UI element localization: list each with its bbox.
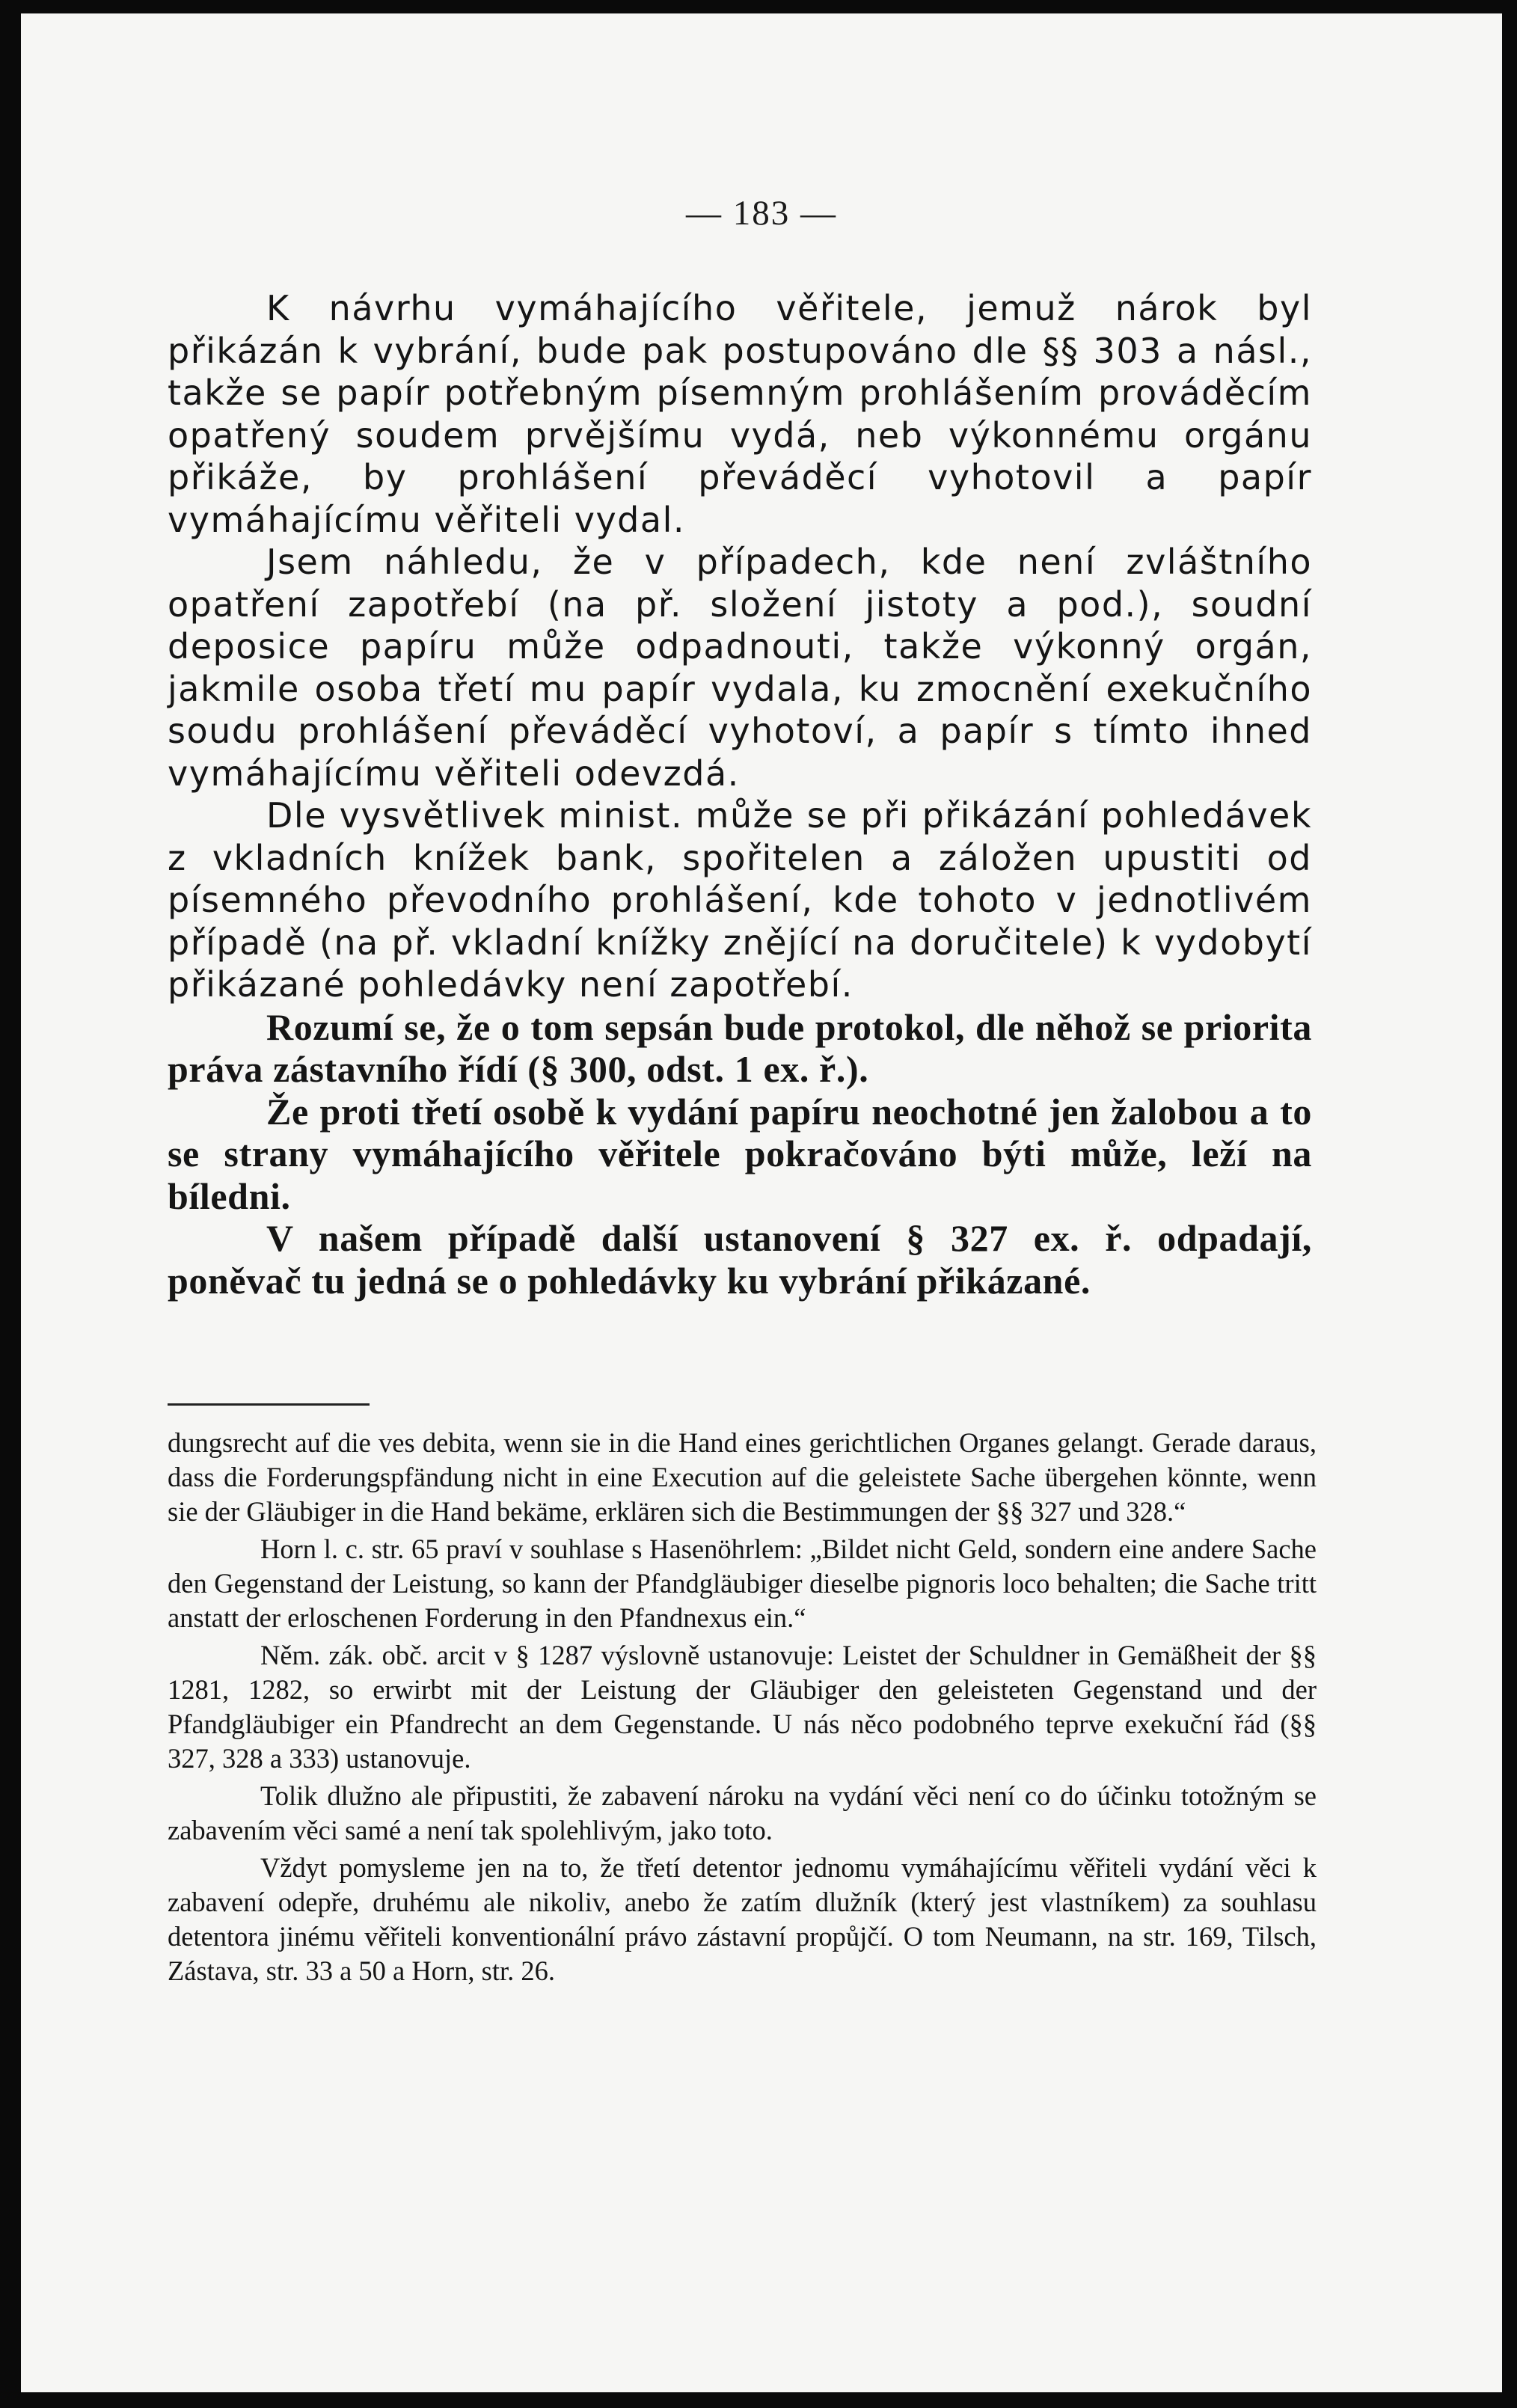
- footnote-2: Horn l. c. str. 65 praví v souhlase s Hasenöhrlem: „Bildet nicht Geld, sondern eine andere Sache den Gegenstand der Leistung, so kann der Pfandgläubiger dieselbe pignoris loco behalten; die Sache tritt anstatt der erloschenen Forderung in den Pfandnexus ein.“: [168, 1534, 1317, 1633]
- paragraph-5: Že proti třetí osobě k vydání papíru neochotné jen žalobou a to se strany vymáhajícího věřitele pokračováno býti může, leží na bíledni.: [168, 1090, 1312, 1217]
- footnote-1: dungsrecht auf die ves debita, wenn sie in die Hand eines gerichtlichen Organes gelangt. Gerade daraus, dass die Forderungspfändung nicht in eine Execution auf die geleistete Sache übergehen könnte, wenn sie der Gläubiger in die Hand bekäme, erklären sich die Bestimmungen der §§ 327 und 328.“: [168, 1427, 1317, 1527]
- footnote-4: Tolik dlužno ale připustiti, že zabavení nároku na vydání věci není co do účinku totožným se zabavením věci samé a není tak spolehlivým, jako toto.: [168, 1780, 1317, 1845]
- main-text: [168, 287, 1312, 1302]
- footnote-divider: [168, 1403, 370, 1406]
- footnote-5: Vždyt pomysleme jen na to, že třetí detentor jednomu vymáhajícímu věřiteli vydání věci k zabavení odepře, druhému ale nikoliv, anebo že zatím dlužník (který jest vlastníkem) za souhlasu detentora jinému věřiteli konventionální právo zástavní propůjčí. O tom Neumann, na str. 169, Tilsch, Zástava, str. 33 a 50 a Horn, str. 26.: [168, 1852, 1317, 1986]
- paragraph-6: V našem případě další ustanovení § 327 ex. ř. odpadají, poněvač tu jedná se o pohledávky ku vybrání přikázané.: [168, 1217, 1312, 1302]
- paragraph-4: Rozumí se, že o tom sepsán bude protokol, dle něhož se priorita práva zástavního řídí (§ 300, odst. 1 ex. ř.).: [168, 1005, 1312, 1090]
- paragraph-2: Jsem náhledu, že v případech, kde není zvláštního opatření zapotřebí (na př. složení jistoty a pod.), soudní deposice papíru může odpadnouti, takže výkonný orgán, jakmile osoba třetí mu papír vydala, ku zmocnění exekučního soudu prohlášení převáděcí vyhotoví, a papír s tímto ihned vymáhajícímu věřiteli odevzdá.: [168, 542, 1312, 794]
- book-page: [21, 13, 1502, 2392]
- paragraph-1: K návrhu vymáhajícího věřitele, jemuž nárok byl přikázán k vybrání, bude pak postupováno dle §§ 303 a násl., takže se papír potřebným písemným prohlášením prováděcím opatřený soudem prvějšímu vydá, neb výkonnému orgánu přikáže, by prohlášení převáděcí vyhotovil a papír vymáhajícímu věřiteli vydal.: [168, 288, 1312, 540]
- footnote-3: Něm. zák. obč. arcit v § 1287 výslovně ustanovuje: Leistet der Schuldner in Gemäßheit der §§ 1281, 1282, so erwirbt mit der Leistung der Gläubiger den geleisteten Gegenstand und der Pfandgläubiger ein Pfandrecht an dem Gegenstande. U nás něco podobného teprve exekuční řád (§§ 327, 328 a 333) ustanovuje.: [168, 1640, 1317, 1774]
- page-number: — 183 —: [686, 194, 837, 233]
- footnotes: [168, 1426, 1317, 1991]
- paragraph-3: Dle vysvětlivek minist. může se při přikázání pohledávek z vkladních knížek bank, spořitelen a záložen upustiti od písemného převodního prohlášení, kde tohoto v jednotlivém případě (na př. vkladní knížky znějící na doručitele) k vydobytí přikázané pohledávky není zapotřebí.: [168, 795, 1312, 1005]
